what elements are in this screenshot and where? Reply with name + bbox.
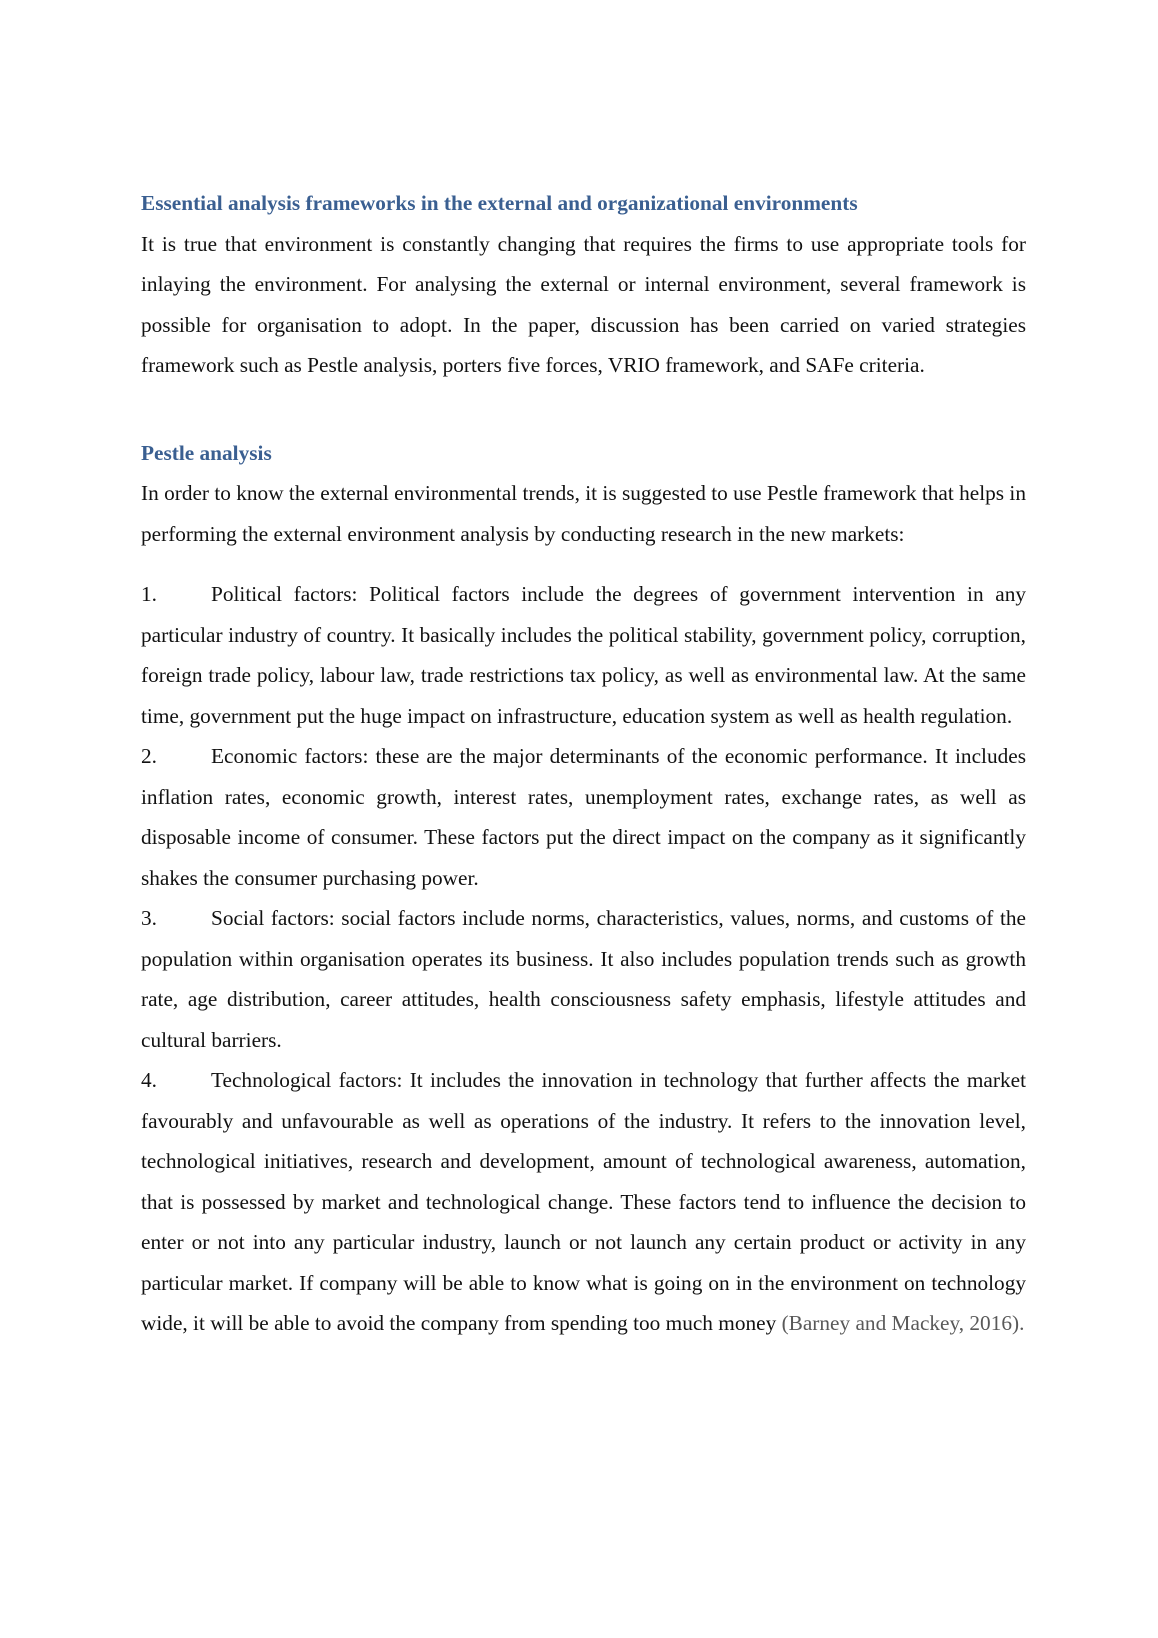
document-page (141, 183, 1026, 1344)
list-text: Political factors: Political factors include the degrees of government intervention in any particular industry of country. It basically includes the political stability, government policy, corruption, foreign trade policy, labour law, trade restrictions tax policy, as well as environmental law. At the same time, government put the huge impact on infrastructure, education system as well as health regulation. (141, 582, 1026, 728)
pestle-factor-list (141, 574, 1026, 1344)
list-number: 2. (141, 744, 157, 768)
list-text: Economic factors: these are the major determinants of the economic performance. It includes inflation rates, economic growth, interest rates, unemployment rates, exchange rates, as well as disposable income of consumer. These factors put the direct impact on the company as it significantly shakes the consumer purchasing power. (141, 744, 1026, 890)
intro-paragraph: It is true that environment is constantly changing that requires the firms to use appropriate tools for inlaying the environment. For analysing the external or internal environment, several framework is possible for organisation to adopt. In the paper, discussion has been carried on varied strategies framework such as Pestle analysis, porters five forces, VRIO framework, and SAFe criteria. (141, 231, 1026, 377)
list-text: Technological factors: It includes the innovation in technology that further affects the market favourably and unfavourable as well as operations of the industry. It refers to the innovation level, technological initiatives, research and development, amount of technological awareness, automation, that is possessed by market and technological change. These factors tend to influence the decision to enter or not into any particular industry, launch or not launch any certain product or activity in any particular market. If company will be able to know what is going on in the environment on technology wide, it will be able to avoid the company from spending too much money (141, 1068, 1026, 1335)
list-item-economic (141, 736, 1026, 898)
pestle-intro-paragraph: In order to know the external environmental trends, it is suggested to use Pestle framework that helps in performing the external environment analysis by conducting research in the new markets: (141, 481, 1026, 546)
citation: (Barney and Mackey, 2016). (781, 1311, 1025, 1335)
section-heading-frameworks: Essential analysis frameworks in the external and organizational environments (141, 191, 858, 215)
list-item-political (141, 574, 1026, 736)
spacer (141, 554, 1026, 574)
spacer (141, 386, 1026, 433)
list-number: 3. (141, 906, 157, 930)
list-item-social (141, 898, 1026, 1060)
section-heading-pestle: Pestle analysis (141, 440, 272, 465)
list-number: 4. (141, 1068, 157, 1092)
list-text: Social factors: social factors include norms, characteristics, values, norms, and customs of the population within organisation operates its business. It also includes population trends such as growth rate, age distribution, career attitudes, health consciousness safety emphasis, lifestyle attitudes and cultural barriers. (141, 906, 1026, 1052)
list-item-technological (141, 1060, 1026, 1344)
list-number: 1. (141, 582, 157, 606)
